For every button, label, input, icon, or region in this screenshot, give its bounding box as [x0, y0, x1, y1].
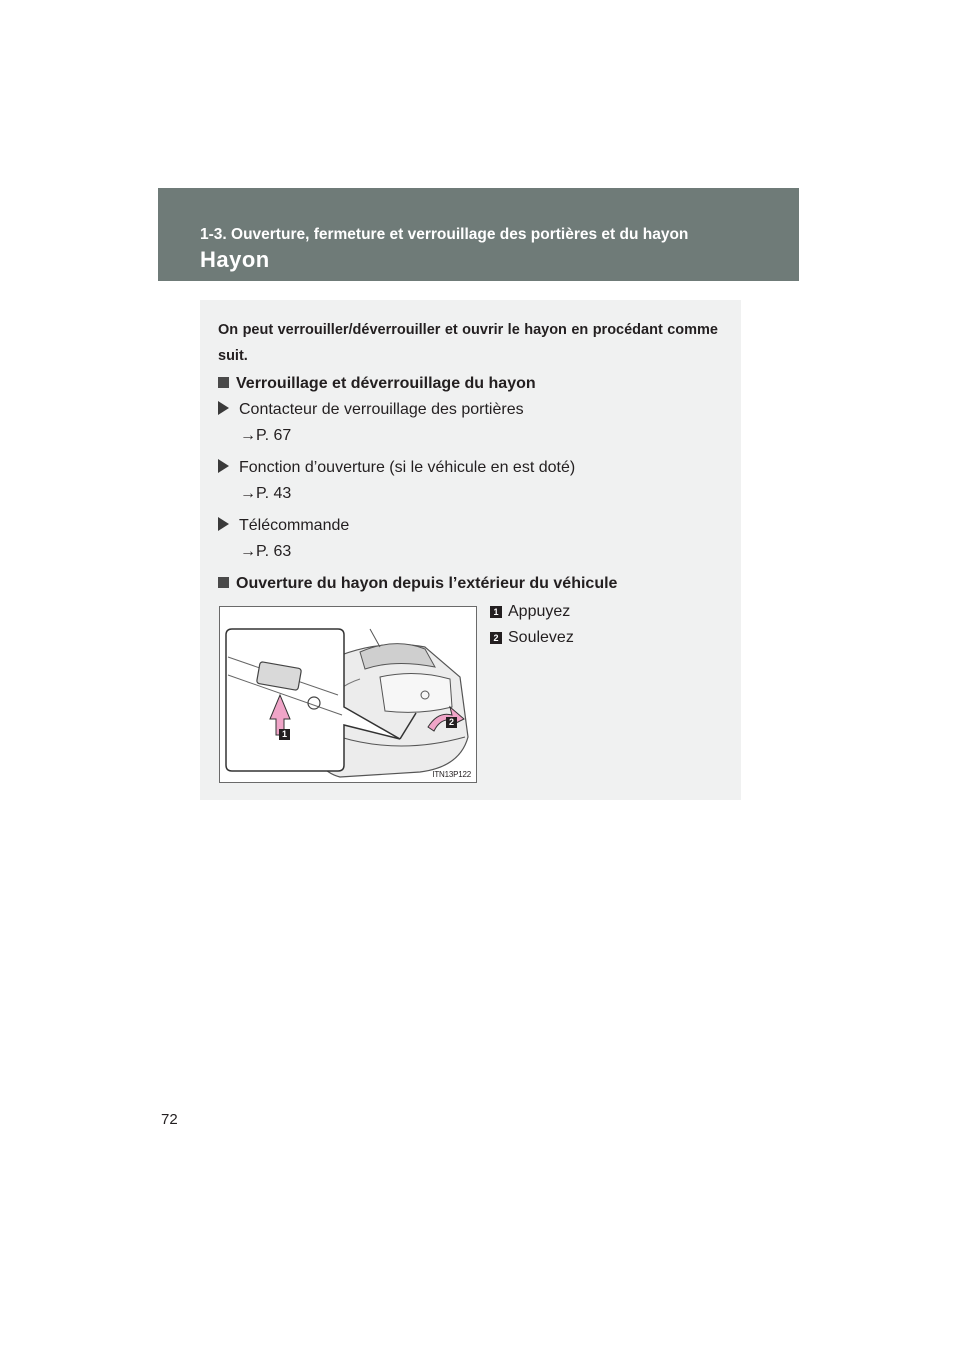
intro-text: On peut verrouiller/déverrouiller et ouvrir le hayon en procédant comme suit.	[218, 322, 718, 364]
step-number-badge: 2	[490, 632, 502, 644]
list-item: Télécommande	[218, 517, 349, 535]
page-number: 72	[161, 1111, 178, 1128]
step-item: 2 Soulevez	[490, 629, 574, 647]
step-number-badge: 1	[490, 606, 502, 618]
triangle-bullet-icon	[218, 517, 229, 531]
page-title: Hayon	[200, 247, 270, 272]
header-band	[158, 188, 799, 281]
step-item: 1 Appuyez	[490, 603, 570, 621]
square-bullet-icon	[218, 577, 229, 588]
car-rear-drawing	[220, 607, 476, 782]
figure-code: ITN13P122	[432, 770, 471, 779]
list-item: Fonction d’ouverture (si le véhicule en est doté)	[218, 459, 575, 477]
page-reference[interactable]: →P. 43	[240, 485, 292, 502]
square-bullet-icon	[218, 377, 229, 388]
triangle-bullet-icon	[218, 459, 229, 473]
section-heading-open: Ouverture du hayon depuis l’extérieur du véhicule	[218, 575, 617, 593]
list-item: Contacteur de verrouillage des portières	[218, 401, 524, 419]
tailgate-illustration	[219, 606, 477, 783]
page-reference[interactable]: →P. 63	[240, 543, 292, 560]
callout-2: 2	[446, 717, 457, 728]
page-reference[interactable]: →P. 67	[240, 427, 292, 444]
callout-1: 1	[279, 729, 290, 740]
content-box	[200, 300, 741, 800]
section-heading-lock: Verrouillage et déverrouillage du hayon	[218, 375, 536, 393]
section-path: 1-3. Ouverture, fermeture et verrouillage des portières et du hayon	[200, 226, 689, 243]
triangle-bullet-icon	[218, 401, 229, 415]
